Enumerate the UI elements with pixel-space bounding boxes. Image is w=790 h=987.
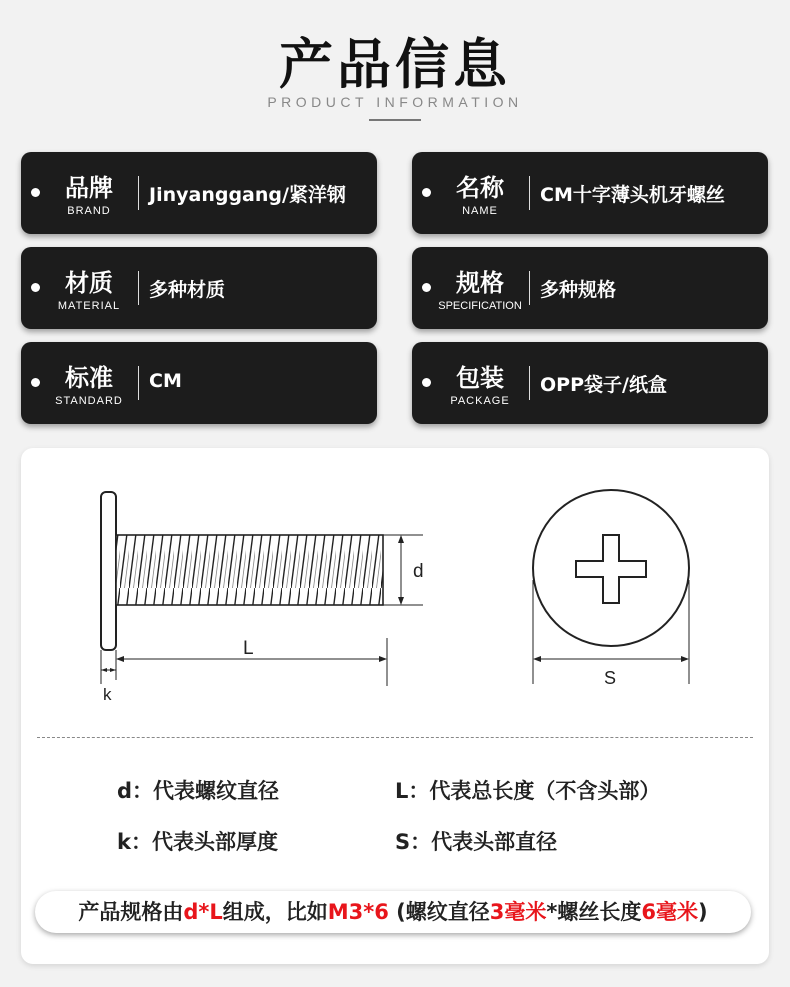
bullet-icon [422, 378, 431, 387]
note-highlight: M3*6 [327, 900, 389, 924]
label-L: L [243, 638, 254, 659]
spec-label: 包装 [456, 364, 504, 392]
note-text: ) [698, 900, 708, 924]
note-highlight: 3毫米 [489, 900, 547, 924]
title-underline [369, 119, 421, 121]
spec-card-standard [21, 342, 377, 424]
spec-label-en: STANDARD [55, 395, 123, 407]
page-title: 产品信息 [279, 33, 511, 96]
note-text: (螺纹直径 [388, 900, 490, 924]
page-subtitle: PRODUCT INFORMATION [267, 94, 523, 110]
spec-value: OPP袋子/纸盒 [540, 374, 667, 396]
screw-head-top-view [533, 490, 689, 646]
dashed-divider [37, 737, 753, 738]
note-text: 组成，比如 [222, 900, 328, 924]
legend-S: S：代表头部直径 [395, 830, 558, 854]
screw-side-view [101, 492, 383, 650]
divider [138, 366, 139, 400]
spec-label-en: MATERIAL [57, 300, 121, 312]
spec-label: 名称 [456, 174, 504, 202]
spec-card-package [412, 342, 768, 424]
spec-label-en: SPECIFICATION [438, 300, 522, 312]
bullet-icon [31, 283, 40, 292]
note-highlight: 6毫米 [641, 900, 699, 924]
divider [138, 176, 139, 210]
bullet-icon [422, 188, 431, 197]
dimension-d [383, 535, 424, 605]
screw-dimension-diagram [21, 448, 769, 738]
spec-label: 规格 [456, 269, 504, 297]
spec-value: CM十字薄头机牙螺丝 [540, 184, 725, 206]
bullet-icon [422, 283, 431, 292]
note-text: *螺丝长度 [546, 900, 642, 924]
label-d: d [413, 561, 424, 582]
spec-label: 材质 [65, 269, 113, 297]
label-k: k [103, 685, 112, 704]
label-S: S [604, 668, 617, 688]
divider [529, 271, 530, 305]
spec-card-material [21, 247, 377, 329]
divider [138, 271, 139, 305]
spec-value: 多种规格 [540, 279, 617, 301]
spec-value: CM [149, 370, 182, 392]
spec-label: 品牌 [65, 174, 113, 202]
dimension-panel [21, 448, 769, 964]
spec-format-note [35, 891, 751, 933]
spec-card-name [412, 152, 768, 234]
spec-card-brand [21, 152, 377, 234]
dimension-k [101, 650, 116, 704]
spec-value: 多种材质 [149, 279, 226, 301]
divider [529, 176, 530, 210]
spec-label: 标准 [65, 364, 113, 392]
bullet-icon [31, 188, 40, 197]
spec-label-en: BRAND [67, 205, 111, 217]
legend-d: d：代表螺纹直径 [117, 779, 280, 803]
divider [529, 366, 530, 400]
note-highlight: d*L [183, 900, 223, 924]
bullet-icon [31, 378, 40, 387]
spec-label-en: PACKAGE [450, 395, 510, 407]
legend-L: L：代表总长度（不含头部） [395, 779, 661, 803]
spec-label-en: NAME [462, 205, 498, 217]
note-text: 产品规格由 [78, 900, 184, 924]
spec-value: Jinyanggang/紧洋钢 [149, 184, 346, 206]
legend-k: k：代表头部厚度 [117, 830, 278, 854]
spec-card-specification [412, 247, 768, 329]
dimension-L [116, 638, 387, 686]
